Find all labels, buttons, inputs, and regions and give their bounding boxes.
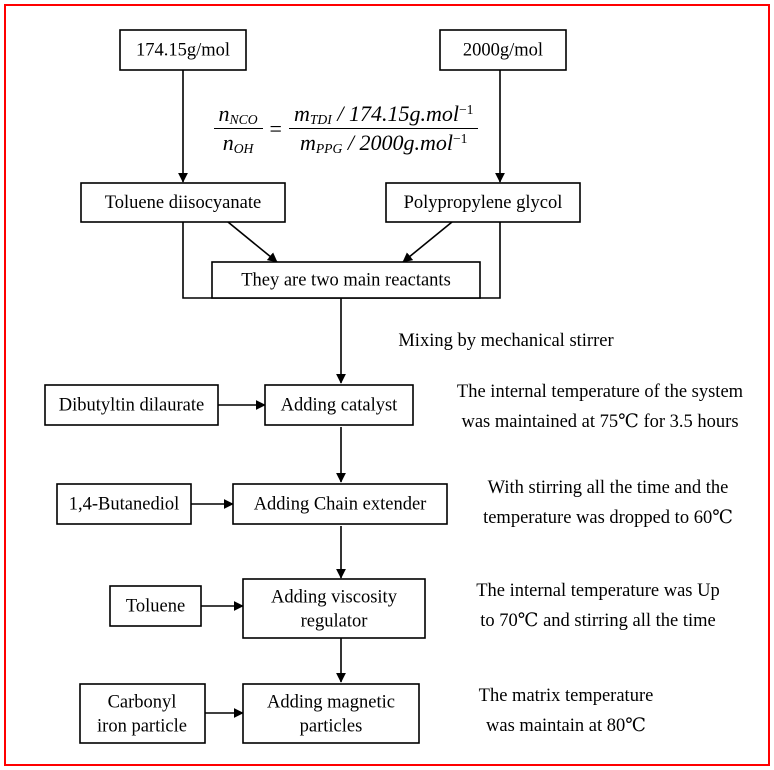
box-adding-magnetic-particles-label-line2: particles [299, 716, 363, 737]
connector-polypropylene-glycol-to-reactants [403, 222, 452, 262]
box-adding-magnetic-particles-label-line1: Adding magnetic [267, 692, 395, 713]
note-viscosity-line1: The internal temperature was Up [476, 581, 720, 601]
box-two-main-reactants-label: They are two main reactants [241, 270, 451, 291]
formula-lhs-numerator: $n_{NCO}$ [214, 102, 263, 129]
box-toluene-label: Toluene [125, 596, 186, 617]
formula-rhs-numerator: $m_{TDI} / 174.15g.mol^{-1}$ [289, 102, 478, 129]
box-carbonyl-iron-label-line1: Carbonyl [107, 692, 177, 713]
box-tdi-mass[interactable] [120, 30, 246, 70]
box-dibutyltin-dilaurate[interactable] [45, 385, 218, 425]
box-two-main-reactants[interactable] [212, 262, 480, 298]
formula-rhs-denominator: $m_{PPG} / 2000g.mol^{-1}$ [299, 130, 468, 156]
box-dibutyltin-dilaurate-label: Dibutyltin dilaurate [58, 395, 205, 416]
note-magnetic-line2: was maintain at 80℃ [486, 716, 646, 736]
note-mixing: Mixing by mechanical stirrer [398, 331, 614, 351]
box-adding-chain-extender[interactable] [233, 484, 447, 524]
box-adding-catalyst[interactable] [265, 385, 413, 425]
formula-lhs-denominator: $n_{OH}$ [222, 130, 254, 156]
note-chain-extender-line1: With stirring all the time and the [487, 478, 729, 498]
box-polypropylene-glycol[interactable] [386, 183, 580, 222]
note-catalyst-line2: was maintained at 75℃ for 3.5 hours [461, 412, 739, 432]
box-ppg-mass-label: 2000g/mol [462, 40, 544, 61]
nco-oh-ratio-formula [186, 90, 506, 168]
box-adding-viscosity-regulator-label-line2: regulator [300, 611, 368, 632]
box-adding-chain-extender-label: Adding Chain extender [253, 494, 427, 515]
box-toluene-diisocyanate-label: Toluene diisocyanate [104, 192, 262, 213]
box-butanediol[interactable] [57, 484, 191, 524]
note-magnetic-line1: The matrix temperature [478, 686, 654, 706]
box-toluene[interactable] [110, 586, 201, 626]
box-toluene-diisocyanate[interactable] [81, 183, 285, 222]
box-adding-magnetic-particles[interactable] [243, 684, 419, 743]
formula-equals-sign: = [269, 116, 282, 141]
box-carbonyl-iron-label-line2: iron particle [97, 716, 187, 737]
box-adding-viscosity-regulator-label-line1: Adding viscosity [271, 587, 397, 608]
box-carbonyl-iron-particle[interactable] [80, 684, 205, 743]
box-polypropylene-glycol-label: Polypropylene glycol [403, 192, 563, 213]
note-chain-extender-line2: temperature was dropped to 60℃ [483, 508, 733, 528]
formula-rhs-fraction [289, 102, 478, 157]
connector-toluene-diisocyanate-to-reactants [228, 222, 277, 262]
note-catalyst-line1: The internal temperature of the system [456, 382, 744, 402]
box-adding-catalyst-label: Adding catalyst [280, 395, 398, 416]
note-viscosity-line2: to 70℃ and stirring all the time [480, 611, 716, 631]
box-tdi-mass-label: 174.15g/mol [135, 40, 231, 61]
formula-lhs-fraction [214, 102, 263, 157]
box-adding-viscosity-regulator[interactable] [243, 579, 425, 638]
box-ppg-mass[interactable] [440, 30, 566, 70]
box-butanediol-label: 1,4-Butanediol [68, 494, 180, 515]
